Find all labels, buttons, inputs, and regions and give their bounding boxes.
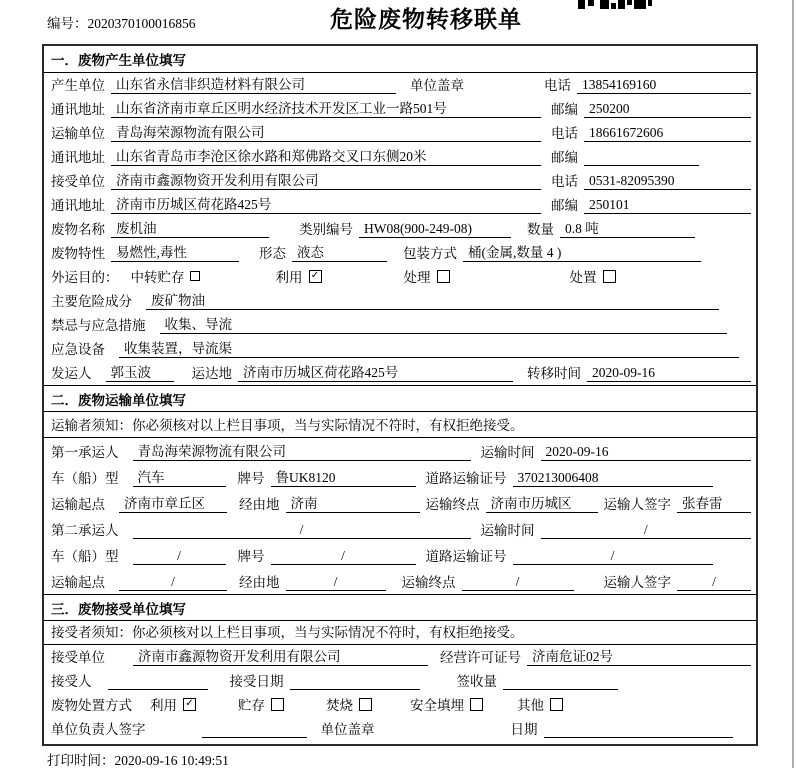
address-label: 通讯地址 — [51, 102, 105, 117]
row-producer-address — [44, 97, 756, 121]
transporter-value: 青岛海荣源物流有限公司 — [111, 121, 541, 142]
signed-amount-label: 签收量 — [456, 674, 497, 689]
disposal-method-label: 废物处置方式 — [51, 698, 132, 713]
carrier-sign-label: 运输人签字 — [603, 575, 671, 590]
disposal-option-label: 其他 — [517, 698, 544, 713]
packing-value: 桶(金属,数量 4 ) — [463, 241, 701, 262]
first-carrier-label: 第一承运人 — [51, 445, 119, 460]
section3-title: 三．废物接受单位填写 — [44, 594, 756, 621]
shipper-label: 发运人 — [51, 366, 92, 381]
endpoint-label: 运输终点 — [401, 575, 456, 590]
purpose-option-utilize — [276, 266, 322, 286]
row-head-signature — [44, 717, 756, 741]
vehicle-type-label: 车（船）型 — [51, 471, 119, 486]
second-origin-value: / — [119, 574, 227, 591]
equipment-value: 收集装置，导流渠 — [119, 337, 739, 358]
purpose-label: 外运目的： — [51, 270, 119, 285]
row-waste-name — [44, 217, 756, 241]
shipper-value: 郭玉波 — [106, 361, 174, 382]
category-code-value: HW08(900-249-08) — [359, 221, 511, 238]
purpose-option-label: 处理 — [403, 270, 431, 285]
second-carrier-time-value: / — [541, 522, 752, 539]
row-recipient — [44, 669, 756, 693]
recipient-label: 接受人 — [51, 674, 92, 689]
transport-time-label: 运输时间 — [480, 523, 535, 538]
checkbox-utilize-icon: ✓ — [309, 270, 322, 283]
row-receiver-unit — [44, 169, 756, 193]
endpoint-label: 运输终点 — [425, 497, 480, 512]
print-time-line — [47, 749, 229, 769]
receiver-notice-text: 接受者须知：你必须核对以上栏目事项，当与实际情况不符时，有权拒绝接受。 — [51, 625, 524, 640]
transport-time-label: 运输时间 — [480, 445, 535, 460]
row-second-carrier — [44, 516, 756, 542]
second-permit-value: / — [513, 548, 713, 565]
serial-label: 编号： — [47, 16, 88, 31]
producer-value: 山东省永信非织造材料有限公司 — [111, 73, 396, 94]
row-first-vehicle — [44, 464, 756, 490]
checkbox-transfer-storage-icon — [190, 271, 200, 281]
row-emergency-equipment — [44, 337, 756, 361]
row-disposal-method — [44, 693, 756, 717]
row-transport-purpose — [44, 265, 756, 289]
section2-title: 二．废物运输单位填写 — [44, 385, 756, 412]
row-hazard-component — [44, 289, 756, 313]
second-plate-value: / — [271, 548, 416, 565]
row-transporter-address — [44, 145, 756, 169]
checkbox-treat-icon — [437, 270, 450, 283]
first-vehicle-value: 汽车 — [133, 466, 226, 487]
transporter-zip-value — [584, 149, 699, 166]
address-label: 通讯地址 — [51, 150, 105, 165]
checkbox-disposal-landfill-icon — [470, 698, 483, 711]
transfer-time-value: 2020-09-16 — [587, 365, 751, 382]
address-label: 通讯地址 — [51, 198, 105, 213]
producer-label: 产生单位 — [51, 78, 105, 93]
serial-number: 2020370100016856 — [87, 16, 196, 31]
producer-zip-value: 250200 — [584, 101, 751, 118]
row-shipper — [44, 361, 756, 385]
origin-label: 运输起点 — [51, 575, 105, 590]
checkbox-disposal-other-icon — [550, 698, 563, 711]
character-value: 易燃性,毒性 — [111, 241, 239, 262]
manifest-form — [42, 44, 758, 746]
waste-name-value: 废机油 — [111, 217, 269, 238]
producer-phone-value: 13854169160 — [577, 77, 751, 94]
receiver-address-value: 济南市历城区荷花路425号 — [111, 193, 541, 214]
phone-label: 电话 — [551, 174, 578, 189]
row-first-carrier — [44, 438, 756, 464]
second-carrier-label: 第二承运人 — [51, 523, 119, 538]
disposal-option-label: 焚烧 — [326, 698, 353, 713]
document-title: 危险废物转移联单 — [330, 6, 522, 32]
row-receiver-address — [44, 193, 756, 217]
second-carrier-value: / — [133, 522, 471, 539]
first-end-value: 济南市历城区 — [486, 492, 598, 513]
row-emergency-measures — [44, 313, 756, 337]
purpose-option-transfer-storage — [131, 266, 200, 286]
first-origin-value: 济南市章丘区 — [119, 492, 227, 513]
phone-label: 电话 — [544, 78, 571, 93]
purpose-option-label: 利用 — [275, 270, 303, 285]
second-via-value: / — [286, 574, 386, 591]
second-end-value: / — [462, 574, 574, 591]
second-sign-value: / — [677, 574, 751, 591]
first-via-value: 济南 — [286, 492, 420, 513]
row-transporter-notice — [44, 412, 756, 438]
head-signature-value — [202, 721, 307, 738]
road-permit-label: 道路运输证号 — [425, 549, 507, 564]
disposal-option-label: 安全填埋 — [410, 698, 464, 713]
hazard-label: 主要危险成分 — [51, 294, 132, 309]
date-label: 日期 — [510, 722, 538, 737]
page-edge-line — [792, 0, 794, 768]
disposal-option-utilize — [150, 694, 196, 714]
row-receiving-unit — [44, 645, 756, 669]
head-signature-label: 单位负责人签字 — [51, 722, 146, 737]
receiver-zip-value: 250101 — [584, 197, 751, 214]
vehicle-type-label: 车（船）型 — [51, 549, 119, 564]
via-label: 经由地 — [239, 575, 280, 590]
form-label: 形态 — [259, 246, 286, 261]
plate-label: 牌号 — [237, 549, 265, 564]
signed-amount-value — [503, 673, 618, 690]
print-time-value: 2020-09-16 10:49:51 — [114, 753, 229, 768]
zip-label: 邮编 — [551, 102, 578, 117]
transporter-address-value: 山东省青岛市李沧区徐水路和郑佛路交叉口东侧20米 — [111, 145, 541, 166]
unit-seal-label: 单位盖章 — [410, 78, 464, 93]
license-label: 经营许可证号 — [440, 650, 521, 665]
first-carrier-time-value: 2020-09-16 — [541, 444, 752, 461]
date-value — [544, 721, 734, 738]
road-permit-label: 道路运输证号 — [425, 471, 507, 486]
disposal-option-label: 利用 — [150, 698, 177, 713]
section-transporter — [44, 385, 756, 594]
quantity-value: 0.8 吨 — [560, 217, 695, 238]
transporter-notice-text: 运输者须知：你必须核对以上栏目事项，当与实际情况不符时，有权拒绝接受。 — [51, 418, 524, 433]
row-second-route — [44, 568, 756, 594]
destination-value: 济南市历城区荷花路425号 — [238, 361, 513, 382]
transporter-label: 运输单位 — [51, 126, 105, 141]
quantity-label: 数量 — [527, 222, 554, 237]
disposal-option-label: 贮存 — [238, 698, 265, 713]
character-label: 废物特性 — [51, 246, 105, 261]
checkbox-disposal-storage-icon — [271, 698, 284, 711]
receiving-unit-value: 济南市鑫源物资开发利用有限公司 — [133, 645, 428, 666]
first-permit-value: 370213006408 — [513, 470, 713, 487]
transporter-phone-value: 18661672606 — [584, 125, 751, 142]
purpose-option-dispose — [570, 266, 616, 286]
row-first-route — [44, 490, 756, 516]
producer-address-value: 山东省济南市章丘区明水经济技术开发区工业一路501号 — [111, 97, 541, 118]
first-plate-value: 鲁UK8120 — [271, 466, 416, 487]
row-second-vehicle — [44, 542, 756, 568]
unit-seal-label: 单位盖章 — [320, 722, 375, 737]
row-transporter-unit — [44, 121, 756, 145]
emergency-label: 禁忌与应急措施 — [51, 318, 146, 333]
recipient-value — [108, 673, 208, 690]
receiver-phone-value: 0531-82095390 — [584, 173, 751, 190]
disposal-option-storage — [238, 694, 284, 714]
zip-label: 邮编 — [551, 198, 578, 213]
section1-title: 一．废物产生单位填写 — [44, 46, 756, 73]
first-carrier-value: 青岛海荣源物流有限公司 — [133, 440, 471, 461]
phone-label: 电话 — [551, 126, 578, 141]
checkbox-disposal-utilize-icon: ✓ — [183, 698, 196, 711]
emergency-value: 收集、导流 — [160, 313, 728, 334]
plate-label: 牌号 — [237, 471, 265, 486]
destination-label: 运达地 — [191, 366, 232, 381]
license-value: 济南危证02号 — [527, 645, 751, 666]
second-vehicle-value: / — [133, 548, 226, 565]
disposal-option-landfill — [410, 694, 483, 714]
receiver-label: 接受单位 — [51, 174, 105, 189]
equipment-label: 应急设备 — [51, 342, 105, 357]
disposal-option-incinerate — [326, 694, 372, 714]
packing-label: 包装方式 — [403, 246, 457, 261]
via-label: 经由地 — [239, 497, 280, 512]
carrier-sign-label: 运输人签字 — [603, 497, 671, 512]
purpose-option-label: 处置 — [569, 270, 597, 285]
row-producer-unit — [44, 73, 756, 97]
disposal-option-other — [517, 694, 563, 714]
row-waste-character — [44, 241, 756, 265]
receiver-value: 济南市鑫源物资开发利用有限公司 — [111, 169, 541, 190]
section-receiver — [44, 594, 756, 741]
transfer-time-label: 转移时间 — [527, 366, 581, 381]
section-producer — [44, 46, 756, 385]
category-label: 类别编号 — [299, 222, 353, 237]
purpose-option-treat — [404, 266, 450, 286]
print-time-label: 打印时间： — [47, 753, 115, 768]
serial-number-line — [47, 12, 196, 32]
purpose-option-label: 中转贮存 — [130, 270, 185, 285]
checkbox-disposal-incinerate-icon — [359, 698, 372, 711]
first-sign-value: 张春雷 — [677, 492, 751, 513]
checkbox-dispose-icon — [603, 270, 616, 283]
receive-date-value — [290, 673, 420, 690]
receive-date-label: 接受日期 — [229, 674, 284, 689]
zip-label: 邮编 — [551, 150, 578, 165]
origin-label: 运输起点 — [51, 497, 105, 512]
hazard-value: 废矿物油 — [146, 289, 719, 310]
qr-code-fragment-icon — [578, 0, 652, 10]
receiving-unit-label: 接受单位 — [51, 650, 105, 665]
row-receiver-notice — [44, 621, 756, 645]
form-value: 液态 — [292, 241, 387, 262]
waste-name-label: 废物名称 — [51, 222, 105, 237]
